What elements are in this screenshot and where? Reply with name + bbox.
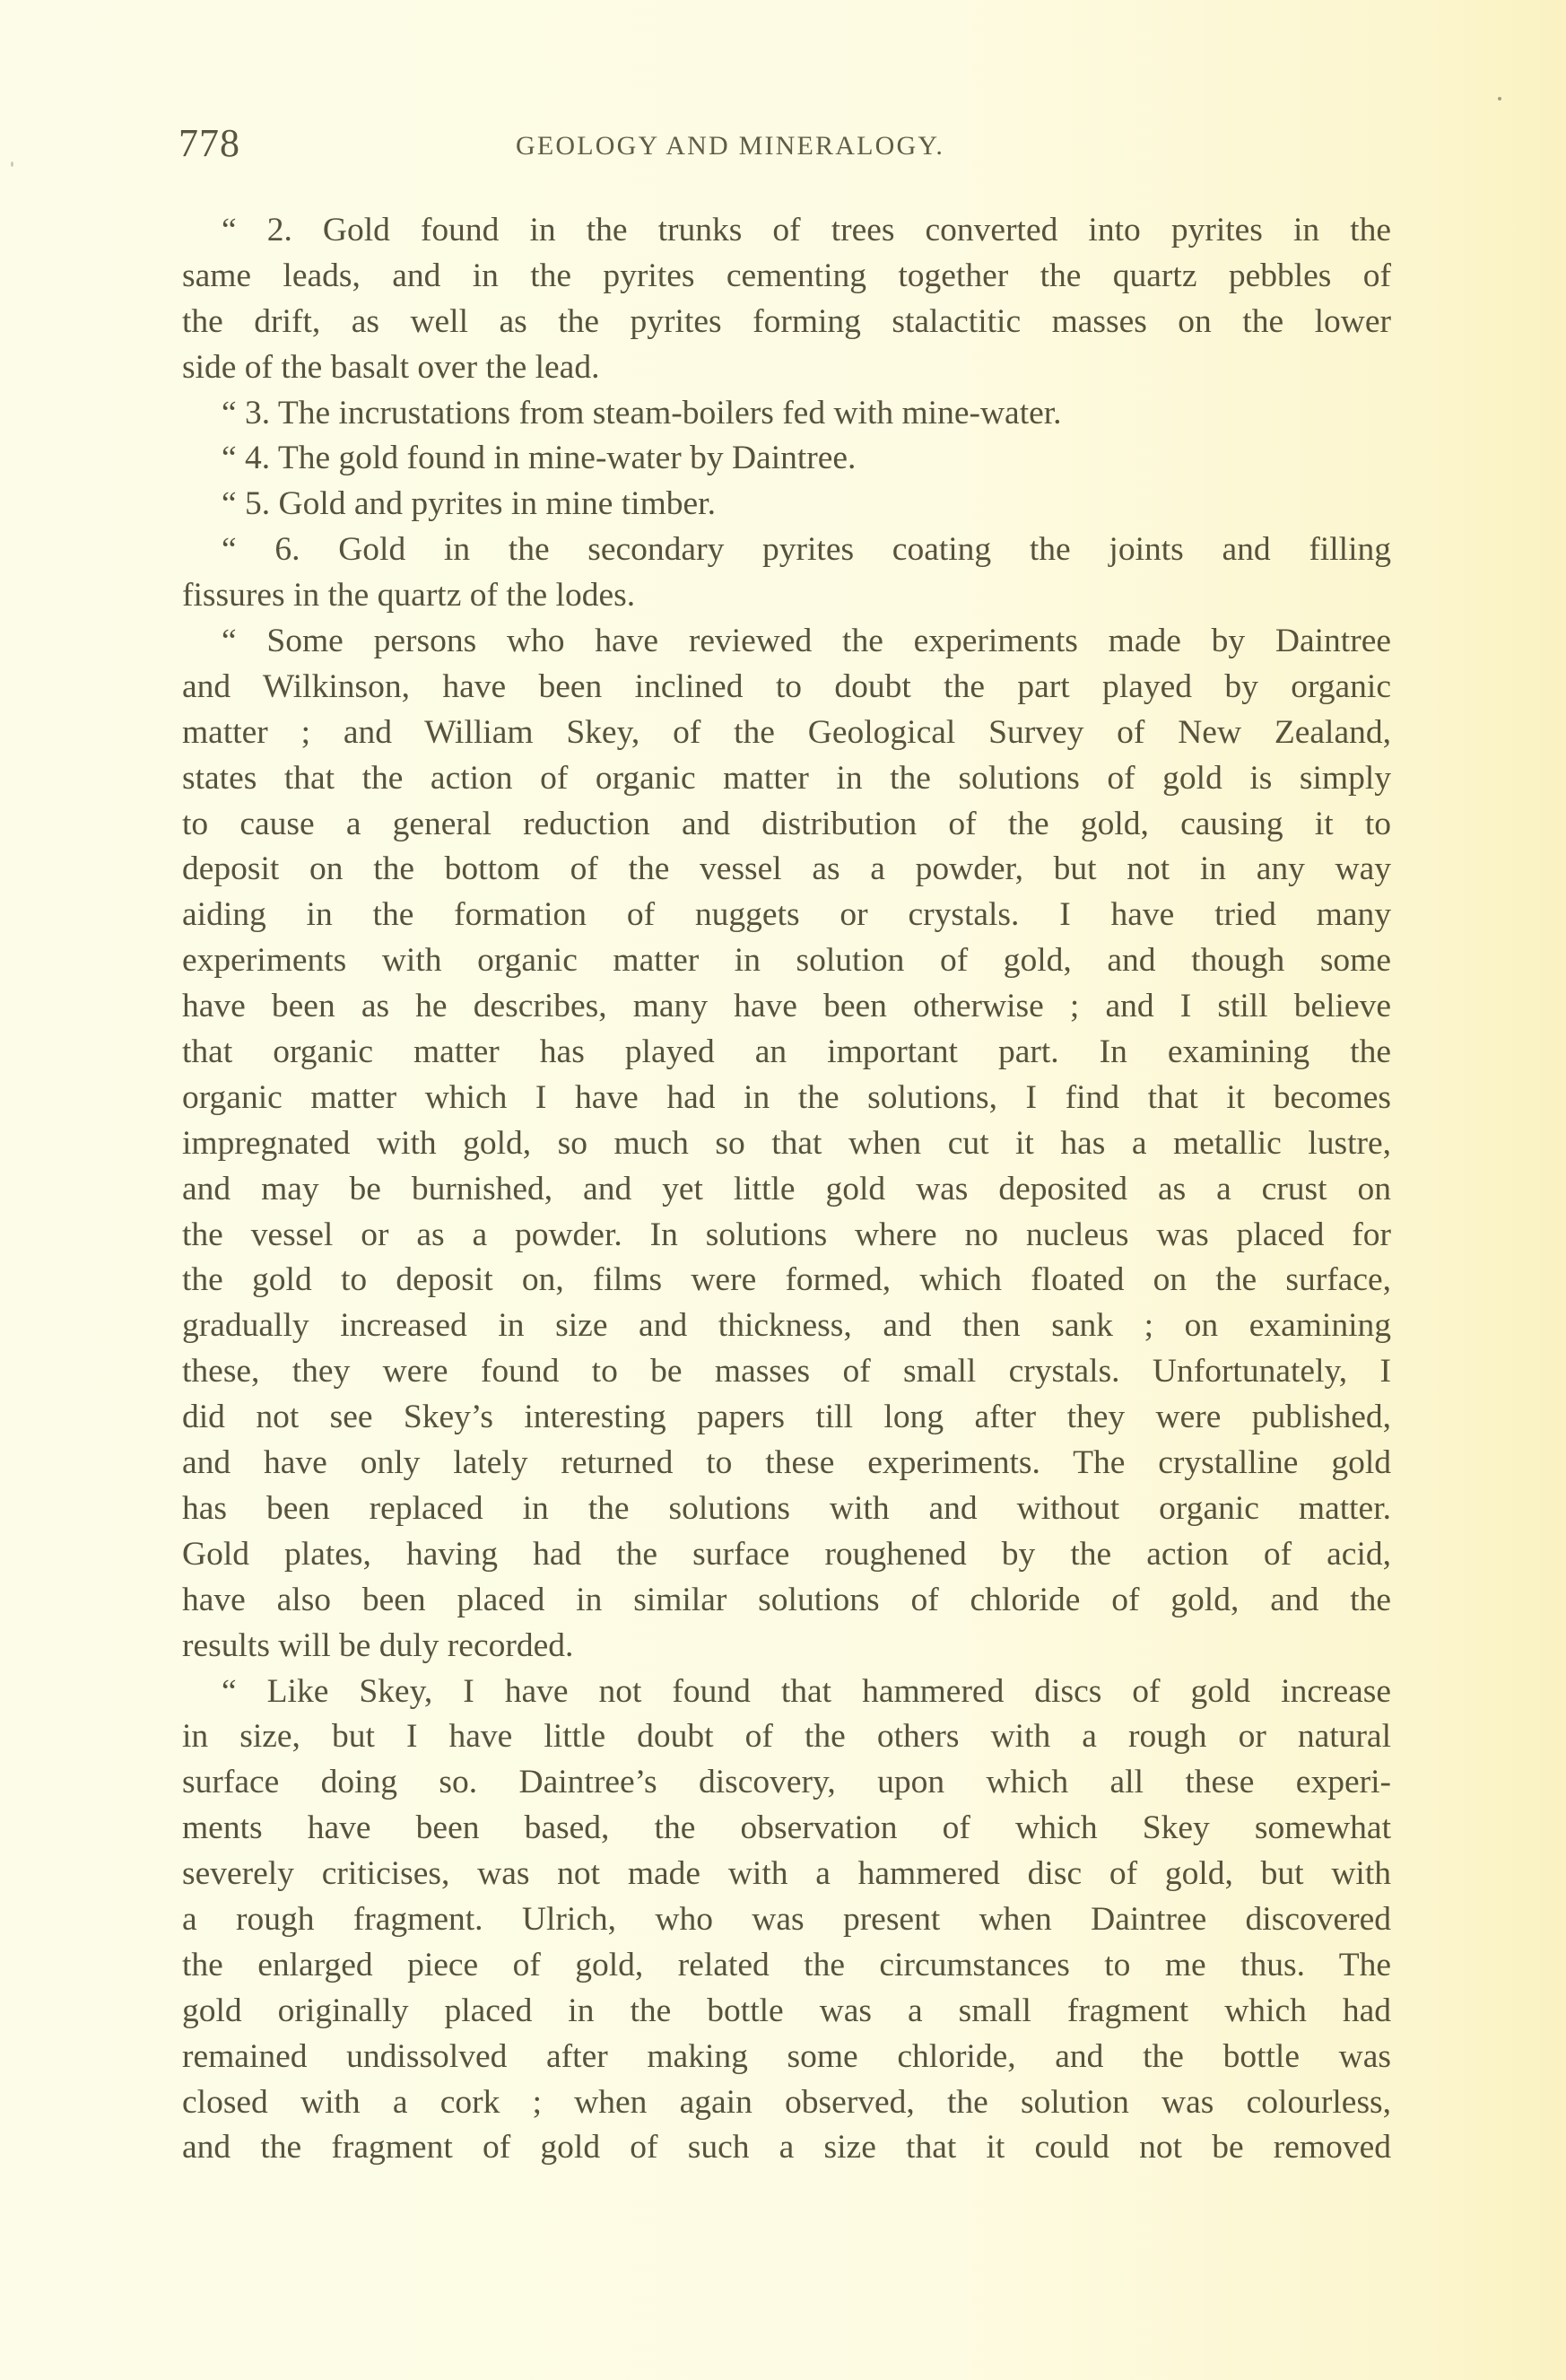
paragraph-item-6 bbox=[182, 527, 1391, 619]
text-line: the vessel or as a powder. In solutions where no nucleus was placed for bbox=[182, 1216, 1391, 1253]
text-line: have also been placed in similar solutions of chloride of gold, and the bbox=[182, 1581, 1391, 1618]
text-line: experiments with organic matter in solution of gold, and though some bbox=[182, 942, 1391, 980]
running-head bbox=[178, 120, 1391, 174]
text-line: “ 4. The gold found in mine-water by Daintree. bbox=[222, 440, 857, 477]
text-line: impregnated with gold, so much so that when cut it has a metallic lustre, bbox=[182, 1124, 1391, 1162]
text-line: Gold plates, having had the surface roughened by the action of acid, bbox=[182, 1535, 1391, 1573]
text-line: organic matter which I have had in the solutions, I find that it becomes bbox=[182, 1078, 1391, 1116]
text-line: gold originally placed in the bottle was a small fragment which had bbox=[182, 1992, 1391, 2029]
text-line: ments have been based, the observation of which Skey somewhat bbox=[182, 1809, 1391, 1847]
text-line: severely criticises, was not made with a hammered disc of gold, but with bbox=[182, 1855, 1391, 1893]
text-line: “ 3. The incrustations from steam-boilers fed with mine-water. bbox=[222, 394, 1062, 432]
text-line: “ 6. Gold in the secondary pyrites coating the joints and filling bbox=[222, 531, 1391, 569]
text-line: the drift, as well as the pyrites forming stalactitic masses on the lower bbox=[182, 302, 1391, 340]
text-line: states that the action of organic matter in the solutions of gold is simply bbox=[182, 759, 1391, 797]
text-line: and may be burnished, and yet little gold was deposited as a crust on bbox=[182, 1170, 1391, 1207]
text-line: results will be duly recorded. bbox=[182, 1626, 574, 1664]
text-line: “ 2. Gold found in the trunks of trees converted into pyrites in the bbox=[222, 212, 1391, 248]
running-title: GEOLOGY AND MINERALOGY. bbox=[516, 131, 945, 161]
paragraph-item-2 bbox=[182, 208, 1391, 391]
paragraph-item-3 bbox=[182, 391, 1391, 437]
text-line: matter ; and William Skey, of the Geological Survey of New Zealand, bbox=[182, 713, 1391, 751]
text-line: fissures in the quartz of the lodes. bbox=[182, 577, 636, 615]
text-line: “ Some persons who have reviewed the experiments made by Daintree bbox=[222, 623, 1391, 660]
text-line: a rough fragment. Ulrich, who was present when Daintree discovered bbox=[182, 1900, 1391, 1938]
text-line: to cause a general reduction and distribution of the gold, causing it to bbox=[182, 805, 1391, 842]
body-text bbox=[182, 208, 1391, 2171]
text-line: these, they were found to be masses of small crystals. Unfortunately, I bbox=[182, 1353, 1391, 1391]
text-line: “ Like Skey, I have not found that hammered discs of gold increase bbox=[222, 1672, 1391, 1710]
paper-speck bbox=[1498, 97, 1501, 100]
text-line: aiding in the formation of nuggets or crystals. I have tried many bbox=[182, 896, 1391, 934]
paragraph-item-4 bbox=[182, 436, 1391, 482]
text-line: surface doing so. Daintree’s discovery, upon which all these experi- bbox=[182, 1764, 1391, 1801]
paragraph-like-skey bbox=[182, 1669, 1391, 2172]
text-line: have been as he describes, many have been otherwise ; and I still believe bbox=[182, 988, 1391, 1025]
text-line: same leads, and in the pyrites cementing together the quartz pebbles of bbox=[182, 257, 1391, 294]
text-line: and Wilkinson, have been inclined to doubt the part played by organic bbox=[182, 667, 1391, 705]
paragraph-skey bbox=[182, 619, 1391, 1669]
text-line: in size, but I have little doubt of the others with a rough or natural bbox=[182, 1718, 1391, 1756]
text-line: the enlarged piece of gold, related the circumstances to me thus. The bbox=[182, 1946, 1391, 1983]
text-line: has been replaced in the solutions with and without organic matter. bbox=[182, 1489, 1391, 1527]
text-line: that organic matter has played an important part. In examining the bbox=[182, 1033, 1391, 1071]
text-line: “ 5. Gold and pyrites in mine timber. bbox=[222, 485, 716, 523]
text-line: gradually increased in size and thickness, and then sank ; on examining bbox=[182, 1307, 1391, 1345]
paper-speck bbox=[11, 161, 13, 167]
text-line: closed with a cork ; when again observed, the solution was colourless, bbox=[182, 2083, 1391, 2121]
text-line: side of the basalt over the lead. bbox=[182, 348, 600, 386]
page-number: 778 bbox=[178, 121, 240, 165]
text-line: and the fragment of gold of such a size that it could not be removed bbox=[182, 2129, 1391, 2166]
text-line: did not see Skey’s interesting papers till long after they were published, bbox=[182, 1399, 1391, 1436]
text-line: and have only lately returned to these experiments. The crystalline gold bbox=[182, 1444, 1391, 1482]
text-line: deposit on the bottom of the vessel as a powder, but not in any way bbox=[182, 850, 1391, 888]
text-line: remained undissolved after making some chloride, and the bottle was bbox=[182, 2037, 1391, 2075]
paragraph-item-5 bbox=[182, 482, 1391, 527]
text-line: the gold to deposit on, films were formed, which floated on the surface, bbox=[182, 1261, 1391, 1299]
